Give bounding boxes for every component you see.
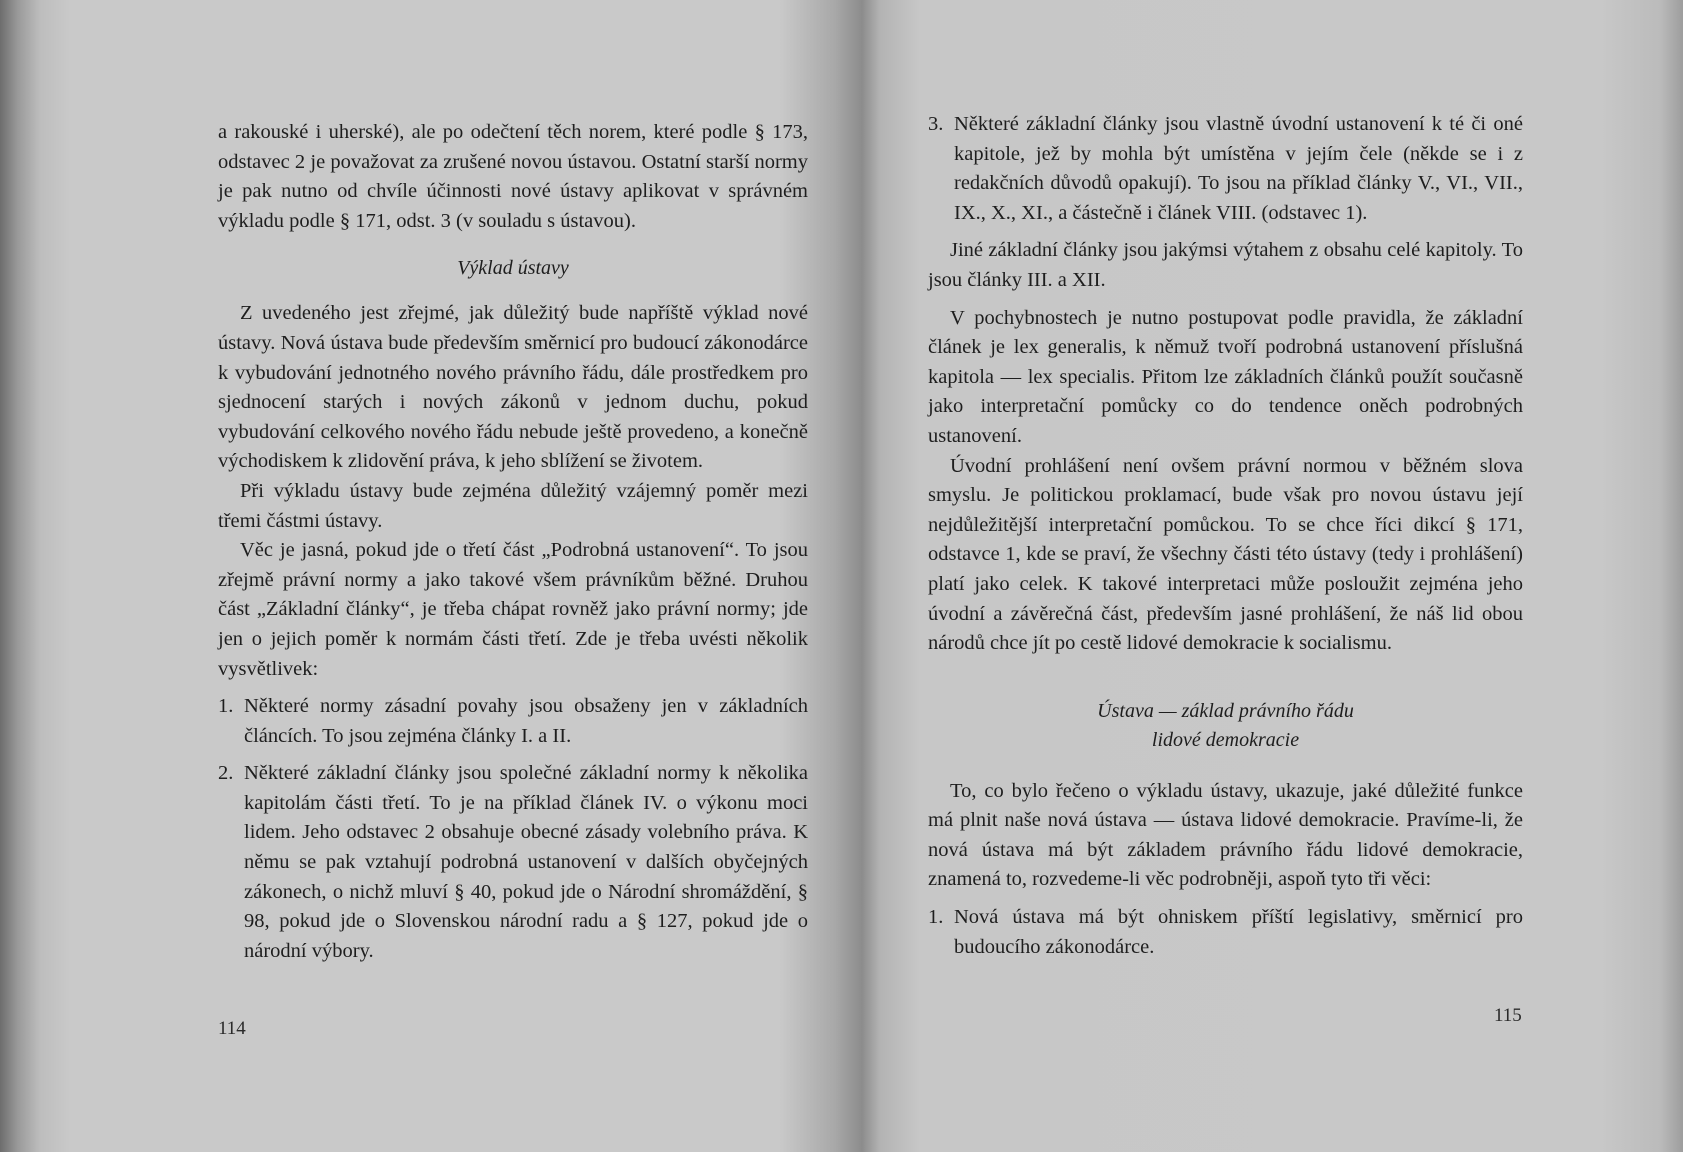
- list-item-number: 1.: [928, 906, 944, 929]
- section-heading-line: Ústava — základ právního řádu: [1097, 699, 1354, 722]
- list-item-number: 2.: [218, 762, 234, 785]
- numbered-list: [928, 110, 1523, 228]
- list-item-number: 3.: [928, 113, 944, 135]
- section-heading-line: lidové demokracie: [1151, 728, 1300, 751]
- list-item: [218, 692, 808, 751]
- right-page: [928, 110, 1523, 962]
- list-item-text: Některé normy zásadní povahy jsou obsaženy jen v základních článcích. To jsou zejména články I. a II.: [244, 695, 808, 747]
- page-number-left: 114: [218, 1018, 246, 1039]
- page-number-right: 115: [1494, 1005, 1522, 1026]
- paragraph-continued: a rakouské i uherské), ale po odečtení těch norem, které podle § 173, odstavec 2 je považovat za zrušené novou ústavou. Ostatní starší normy je pak nutno od chvíle účinnosti nové ústavy aplikovat v správném výkladu podle § 171, odst. 3 (v souladu s ústavou).: [218, 121, 808, 232]
- paragraph: Věc je jasná, pokud jde o třetí část „Podrobná ustanovení“. To jsou zřejmě právní normy a jako takové všem právníkům běžné. Druhou část „Základní články“, je třeba chápat rovněž jako právní normy; jde jen o jejich poměr k normám části třetí. Zde je třeba uvésti několik vysvětlivek:: [218, 539, 808, 680]
- list-item-number: 1.: [218, 695, 234, 718]
- list-item: [928, 903, 1523, 962]
- paragraph: Při výkladu ústavy bude zejména důležitý vzájemný poměr mezi třemi částmi ústavy.: [218, 479, 808, 532]
- paragraph: Jiné základní články jsou jakýmsi výtahem z obsahu celé kapitoly. To jsou články III. a XII.: [928, 239, 1523, 291]
- paragraph: To, co bylo řečeno o výkladu ústavy, ukazuje, jaké důležité funkce má plnit naše nová ústava — ústava lidové demokracie. Pravíme-li, že nová ústava má být základem právního řádu lidové demokracie, znamená to, rozvedeme-li věc podrobněji, aspoň tyto tři věci:: [928, 779, 1523, 891]
- section-heading-vyklad: Výklad ústavy: [457, 257, 569, 280]
- list-item-text: Nová ústava má být ohniskem příští legislativy, směrnicí pro budoucího zákonodárce.: [954, 906, 1523, 958]
- numbered-list: [928, 903, 1523, 962]
- paragraph: Z uvedeného jest zřejmé, jak důležitý bude napříště výklad nové ústavy. Nová ústava bude především směrnicí pro budoucí zákonodárce k vybudování jednotného nového právního řádu, dále prostředkem pro sjednocení starých i nových zákonů v jednom duchu, pokud vybudování celkového nového řádu nebude ještě provedeno, a konečně východiskem k zlidovění práva, k jeho sblížení se životem.: [218, 302, 808, 473]
- list-item: [218, 759, 808, 966]
- list-item-text: Některé základní články jsou společné základní normy k několika kapitolám části třetí. To je na příklad článek IV. o výkonu moci lidem. Jeho odstavec 2 obsahuje obecné zásady volebního práva. K němu se pak vztahují podrobná ustanovení v dalších obyčejných zákonech, o nichž mluví § 40, pokud jde o Národní shromáždění, § 98, pokud jde o Slovenskou národní radu a § 127, pokud jde o národní výbory.: [244, 762, 808, 962]
- left-page: [218, 118, 808, 966]
- list-item: [928, 110, 1523, 228]
- numbered-list: [218, 692, 808, 966]
- list-item-text: Některé základní články jsou vlastně úvodní ustanovení k té či oné kapitole, jež by mohla být umístěna v jejím čele (někde se i z redakčních důvodů opakují). To jsou na příklad články V., VI., VII., IX., X., XI., a částečně i článek VIII. (odstavec 1).: [954, 113, 1523, 224]
- paragraph: V pochybnostech je nutno postupovat podle pravidla, že základní článek je lex generalis, k němuž tvoří podrobná ustanovení příslušná kapitola — lex specialis. Přitom lze základních článků použít současně jako interpretační pomůcky co do tendence oněch podrobných ustanovení.: [928, 306, 1523, 447]
- section-heading-ustava: [928, 697, 1523, 755]
- paragraph: Úvodní prohlášení není ovšem právní normou v běžném slova smyslu. Je politickou proklamací, bude však pro novou ústavu její nejdůležitější interpretační pomůckou. To se chce říci dikcí § 171, odstavce 1, kde se praví, že všechny části této ústavy (tedy i prohlášení) platí jako celek. K takové interpretaci může posloužit zejména jeho úvodní a závěrečná část, především jasné prohlášení, že náš lid obou národů chce jít po cestě lidové demokracie k socialismu.: [928, 454, 1523, 655]
